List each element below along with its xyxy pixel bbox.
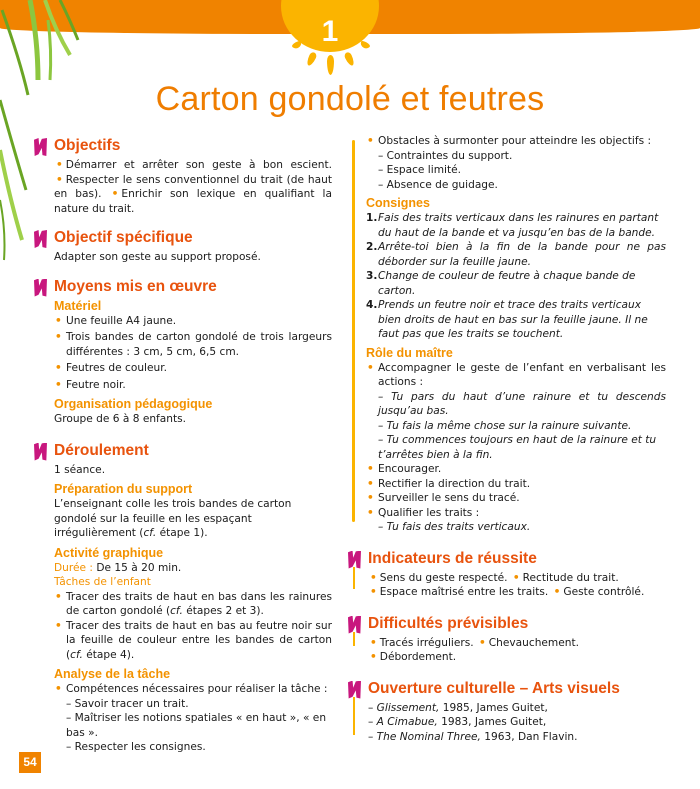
section-marker-icon (34, 138, 47, 156)
preparation-text: L’enseignant colle les trois bandes de carton gondolé sur la feuille en les espaçant irrégulièrement (cf. étape 1). (54, 498, 292, 539)
sun-ray-icon (327, 55, 334, 75)
organisation-text: Groupe de 6 à 8 enfants. (54, 413, 187, 425)
consigne-item: 4. Prends un feutre noir et trace des traits verticaux bien droits de haut en bas sur la feuille jaune. Il ne faut pas que les traits se touchent. (366, 299, 648, 340)
competence-item: – Savoir tracer un trait. (66, 697, 189, 710)
list-item: • Trois bandes de carton gondolé de trois largeurs différentes : 3 cm, 5 cm, 6,5 cm. (55, 331, 332, 358)
indicateurs-text: • Sens du geste respecté. • Rectitude du trait. • Espace maîtrisé entre les traits. • Geste contrôlé. (370, 571, 645, 598)
section-title: Moyens mis en œuvre (54, 277, 217, 295)
bullet-icon: • (370, 586, 377, 598)
taches-title: Tâches de l’enfant (54, 576, 151, 588)
consigne-item: 1. Fais des traits verticaux dans les rainures en partant du haut de la bande et va jusqu’en bas de la bande. (366, 212, 659, 239)
section-marker-icon (34, 279, 47, 297)
section-marker-icon (34, 443, 47, 461)
activite-title: Activité graphique (54, 545, 164, 560)
bullet-icon: • (56, 159, 63, 171)
section-objectif-specifique (34, 228, 332, 265)
section-moyens (34, 277, 332, 427)
section-title: Déroulement (54, 441, 149, 459)
list-item: • Feutre noir. (55, 378, 126, 391)
left-column (34, 136, 332, 764)
bullet-icon: • (367, 477, 374, 490)
obstacle-item: – Espace limité. (378, 164, 461, 176)
list-item: • Tracer des traits de haut en bas dans les rainures de carton gondolé (cf. étapes 2 et 3). (55, 590, 332, 617)
list-item: • Obstacles à surmonter pour atteindre les objectifs : (367, 135, 652, 147)
bullet-icon: • (367, 492, 374, 504)
list-item: • Rectifier la direction du trait. (367, 477, 531, 490)
bullet-icon: • (111, 188, 119, 200)
bullet-icon: • (553, 586, 561, 598)
list-item: • Tracer des traits de haut en bas au feutre noir sur la feuille de couleur entre les bandes de carton (cf. étape 4). (55, 619, 332, 661)
bullet-icon: • (370, 571, 377, 584)
consigne-item: 3. Change de couleur de feutre à chaque bande de carton. (366, 270, 636, 297)
bullet-icon: • (370, 651, 377, 663)
analyse-list (54, 682, 332, 697)
bullet-icon: • (370, 636, 377, 649)
role-title: Rôle du maître (366, 345, 453, 360)
sun-ray-icon (343, 51, 355, 67)
bullet-icon: • (55, 683, 62, 695)
bullet-icon: • (55, 619, 62, 632)
activity-number: 1 (321, 15, 339, 48)
artwork-item: – Glissement, 1985, James Guitet, (368, 701, 548, 714)
page-number: 54 (19, 752, 41, 773)
section-ouverture (348, 679, 666, 745)
section-title: Ouverture culturelle – Arts visuels (368, 679, 620, 697)
bullet-icon: • (55, 590, 62, 603)
artwork-item: – A Cimabue, 1983, James Guitet, (368, 716, 547, 728)
bullet-icon: • (478, 636, 486, 649)
bullet-icon: • (512, 571, 520, 584)
bullet-icon: • (55, 331, 62, 343)
section-difficultes (348, 614, 666, 665)
section-title: Objectif spécifique (54, 229, 193, 246)
bullet-icon: • (56, 173, 63, 186)
list-item: • Accompagner le geste de l’enfant en verbalisant les actions : (367, 361, 666, 388)
section-title: Difficultés prévisibles (368, 614, 529, 632)
section-marker-icon (34, 230, 47, 248)
taches-list (54, 590, 332, 663)
list-item: • Qualifier les traits : (367, 506, 480, 519)
section-title: Objectifs (54, 137, 121, 154)
bullet-icon: • (55, 378, 62, 391)
list-item: • Surveiller le sens du tracé. (367, 492, 520, 504)
obstacles-list (366, 134, 666, 149)
preparation-title: Préparation du support (54, 482, 193, 496)
consignes-title: Consignes (366, 196, 430, 210)
difficultes-text: • Tracés irréguliers. • Chevauchement. • Débordement. (370, 636, 579, 663)
obstacle-item: – Contraintes du support. (378, 149, 513, 162)
list-item: • Compétences nécessaires pour réaliser la tâche : (55, 683, 328, 695)
page-title: Carton gondolé et feutres (155, 80, 545, 118)
role-quote: – Tu fais des traits verticaux. (378, 521, 531, 533)
objectif-specifique-text: Adapter son geste au support proposé. (54, 251, 261, 263)
list-item: • Encourager. (367, 463, 442, 475)
analyse-title: Analyse de la tâche (54, 667, 171, 681)
bullet-icon: • (367, 463, 374, 475)
section-indicateurs (348, 549, 666, 600)
bullet-icon: • (367, 506, 374, 519)
section-marker-stem (353, 632, 355, 646)
section-deroulement (34, 441, 332, 755)
column-divider (352, 140, 355, 522)
bullet-icon: • (367, 135, 374, 147)
role-list-2 (366, 462, 666, 520)
objectifs-text: • Démarrer et arrêter son geste à bon escient. • Respecter le sens conventionnel du trait (de haut en bas). • Enrichir son lexique en qualifiant la nature du trait. (54, 159, 332, 215)
duree-line (54, 561, 332, 576)
bullet-icon: • (55, 362, 62, 374)
duree-value: De 15 à 20 min. (96, 561, 182, 574)
competence-item: – Respecter les consignes. (66, 741, 206, 753)
section-marker-stem (353, 567, 355, 589)
role-list (366, 361, 666, 390)
role-quote: – Tu fais la même chose sur la rainure suivante. (378, 419, 632, 432)
role-quote: – Tu commences toujours en haut de la rainure et tu t’arrêtes bien à la fin. (378, 434, 657, 461)
bullet-icon: • (55, 314, 62, 327)
bullet-icon: • (367, 361, 374, 374)
right-column (366, 134, 666, 753)
duree-label: Durée : (54, 561, 93, 574)
competence-item: – Maîtriser les notions spatiales « en haut », « en bas ». (66, 712, 327, 739)
organisation-title: Organisation pédagogique (54, 397, 213, 411)
section-title: Indicateurs de réussite (368, 549, 537, 567)
consigne-item: 2. Arrête-toi bien à la fin de la bande pour ne pas déborder sur la feuille jaune. (366, 241, 666, 268)
obstacle-item: – Absence de guidage. (378, 178, 498, 191)
sun-ray-icon (305, 51, 317, 67)
role-quote: – Tu pars du haut d’une rainure et tu descends jusqu’au bas. (378, 390, 666, 417)
materiel-title: Matériel (54, 298, 102, 313)
consignes-list (366, 211, 666, 342)
materiel-list (54, 314, 332, 393)
seances-text: 1 séance. (54, 463, 106, 476)
list-item: • Une feuille A4 jaune. (55, 314, 177, 327)
section-objectifs (34, 136, 332, 216)
list-item: • Feutres de couleur. (55, 362, 167, 374)
section-marker-stem (353, 697, 355, 735)
artwork-item: – The Nominal Three, 1963, Dan Flavin. (368, 730, 578, 743)
